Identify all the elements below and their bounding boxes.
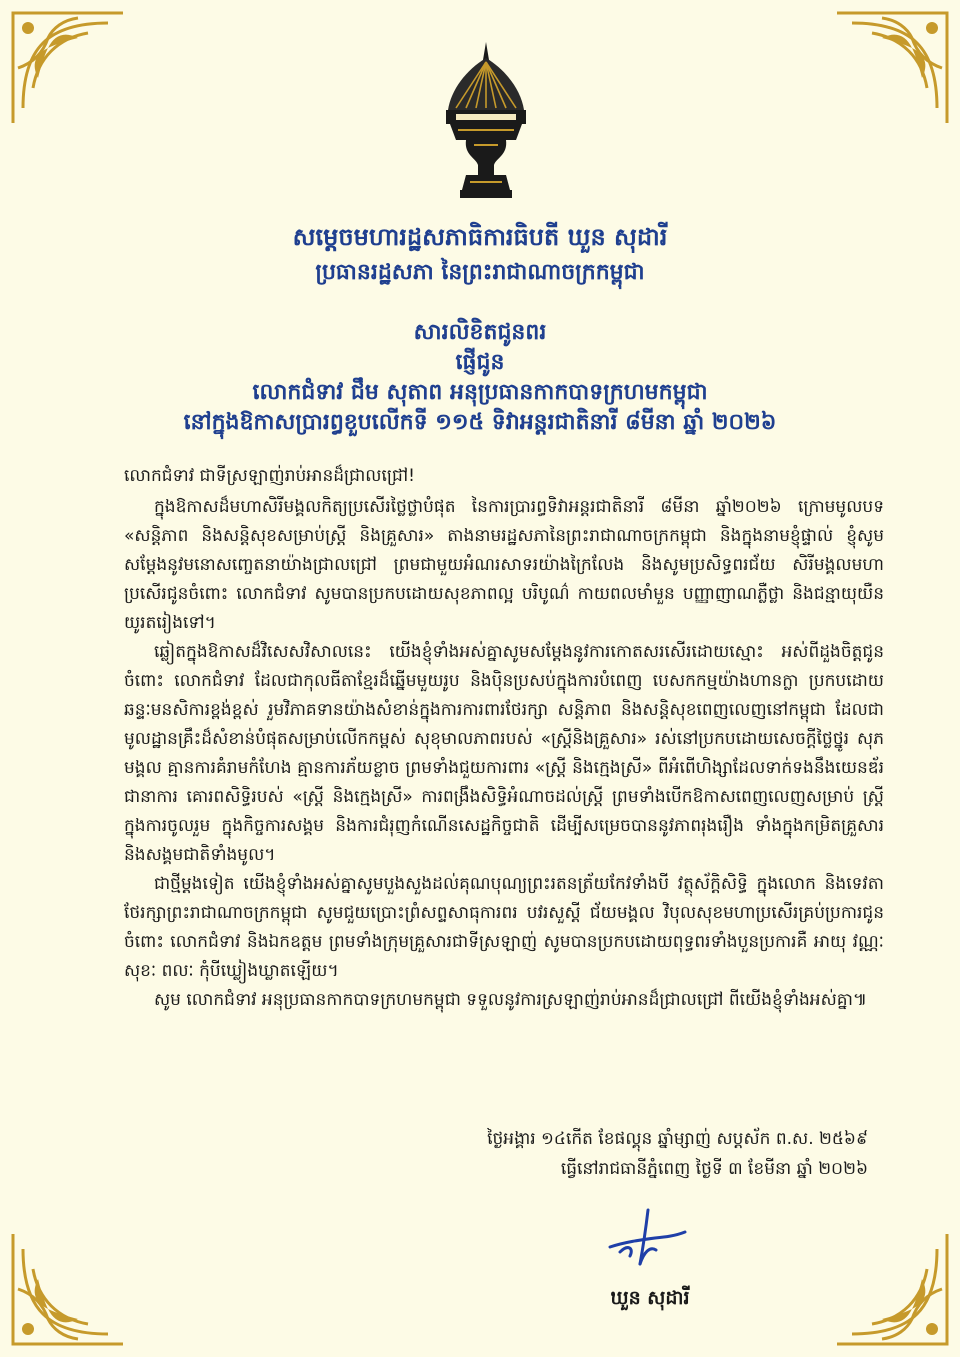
title-line-4: នៅក្នុងឱកាសប្រារព្ធខួបលើកទី ១១៥ ទិវាអន្តរជាតិនារី ៨មីនា ឆ្នាំ ២០២៦ (183, 410, 777, 435)
paragraph: ឆ្លៀតក្នុងឱកាសដ៏វិសេសវិសាលនេះ យើងខ្ញុំទាំងអស់គ្នាសូមសម្តែងនូវការកោតសរសើរដោយស្មោះ អស់ពីដួងចិត្តជូនចំពោះ លោកជំទាវ ដែលជាកុលធីតាខ្មែរដ៏ឆ្នើមមួយរូប និងប៉ិនប្រសប់ក្នុងការបំពេញ បេសកកម្មយ៉ាងហានក្លា ប្រកបដោយឆន្ទៈមនសិការខ្ពង់ខ្ពស់ រួមវិភាគទានយ៉ាងសំខាន់ក្នុងការការពារថែរក្សា សន្តិភាព និងសន្តិសុខពេញលេញនៅកម្ពុជា ដែលជាមូលដ្ឋានគ្រឹះដ៏សំខាន់បំផុតសម្រាប់លើកកម្ពស់ សុខុមាលភាពរបស់ «ស្ត្រីនិងគ្រួសារ» រស់នៅប្រកបដោយសេចក្តីថ្លៃថ្នូរ សុភមង្គល គ្មានការគំរាមកំហែង គ្មានការភ័យខ្លាច ព្រមទាំងជួយការពារ «ស្ត្រី និងក្មេងស្រី» ពីអំពើហិង្សាដែលទាក់ទងនឹងយេនឌ័រ ជានាការ គោរពសិទ្ធិរបស់ «ស្ត្រី និងក្មេងស្រី» ការពង្រឹងសិទ្ធិអំណាចដល់ស្ត្រី ព្រមទាំងបើកឱកាសពេញលេញសម្រាប់ ស្ត្រីក្នុងការចូលរួម ក្នុងកិច្ចការសង្គម និងការជំរុញកំណើនសេដ្ឋកិច្ចជាតិ ដើម្បីសម្រេចបាននូវភាពរុងរឿង ទាំងក្នុងកម្រិតគ្រួសារ និងសង្គមជាតិទាំងមូល។ (124, 642, 884, 865)
ornamental-corner-icon (8, 1229, 128, 1349)
ornamental-corner-icon (8, 8, 128, 128)
sender-title: ប្រធានរដ្ឋសភា នៃព្រះរាជាណាចក្រកម្ពុជា (315, 260, 645, 285)
title-line-1: សារលិខិតជូនពរ (413, 320, 547, 345)
national-assembly-emblem-icon (436, 40, 536, 210)
paragraph: ក្នុងឱកាសដ៏មហាសិរីមង្គលកិត្យប្រសើរថ្លៃថ្លាបំផុត នៃការប្រារព្ធទិវាអន្តរជាតិនារី ៨មីនា ឆ្នាំ២០២៦ ក្រោមមូលបទ «សន្តិភាព និងសន្តិសុខសម្រាប់ស្ត្រី និងគ្រួសារ» តាងនាមរដ្ឋសភានៃព្រះរាជាណាចក្រកម្ពុជា និងក្នុងនាមខ្ញុំផ្ទាល់ ខ្ញុំសូមសម្តែងនូវមនោសញ្ចេតនាយ៉ាងជ្រាលជ្រៅ ព្រមជាមួយអំណរសាទរយ៉ាងក្រៃលែង និងសូមប្រសិទ្ធពរជ័យ សិរីមង្គលមហាប្រសើរជូនចំពោះ លោកជំទាវ សូមបានប្រកបដោយសុខភាពល្អ បរិបូណ៌ កាយពលមាំមួន បញ្ញាញាណភ្លឺថ្លា និងជន្មាយុយឺនយូរតរៀងទៅ។ (124, 497, 884, 633)
greeting: លោកជំទាវ ជាទីស្រឡាញ់រាប់អានដ៏ជ្រាលជ្រៅ! (124, 466, 415, 486)
sender-name: សម្តេចមហារដ្ឋសភាធិការធិបតី ឃួន សុដារី (292, 223, 668, 251)
date-block (487, 1124, 868, 1184)
title-line-3: លោកជំទាវ ជឹម សុតាព អនុប្រធានកាកបាទក្រហមកម្ពុជា (252, 380, 708, 405)
title-line-2: ផ្ញើជូន (455, 350, 505, 375)
letter-title (0, 318, 960, 438)
ornamental-corner-icon (832, 8, 952, 128)
ornamental-corner-icon (832, 1229, 952, 1349)
solar-date: ធ្វើនៅរាជធានីភ្នំពេញ ថ្ងៃទី ៣ ខែមីនា ឆ្នាំ ២០២៦ (560, 1159, 868, 1179)
signer-name: ឃួន សុដារី (610, 1287, 690, 1309)
lunar-date: ថ្ងៃអង្គារ ១៤កើត ខែផល្គុន ឆ្នាំម្សាញ់ សប្តស័ក ព.ស. ២៥៦៩ (487, 1129, 868, 1149)
handwritten-signature (600, 1202, 690, 1272)
letter-body (124, 462, 884, 1015)
paragraph: សូម លោកជំទាវ អនុប្រធានកាកបាទក្រហមកម្ពុជា ទទួលនូវការស្រឡាញ់រាប់អានដ៏ជ្រាលជ្រៅ ពីយើងខ្ញុំទាំងអស់គ្នា៕ (154, 990, 868, 1010)
paragraph: ជាថ្មីម្តងទៀត យើងខ្ញុំទាំងអស់គ្នាសូមបួងសួងដល់គុណបុណ្យព្រះរតនត្រ័យកែវទាំងបី វត្ថុស័ក្តិសិទ្ធិ ក្នុងលោក និងទេវតាថែរក្សាព្រះរាជាណាចក្រកម្ពុជា សូមជួយប្រោះព្រំសព្ទសាធុការពរ បវរសួស្តី ជ័យមង្គល វិបុលសុខមហាប្រសើរគ្រប់ប្រការជូនចំពោះ លោកជំទាវ និងឯកឧត្តម ព្រមទាំងក្រុមគ្រួសារជាទីស្រឡាញ់ សូមបានប្រកបដោយពុទ្ធពរទាំងបួនប្រការគឺ អាយុ វណ្ណៈ សុខៈ ពលៈ កុំបីឃ្លៀងឃ្លាតឡើយ។ (124, 874, 884, 981)
